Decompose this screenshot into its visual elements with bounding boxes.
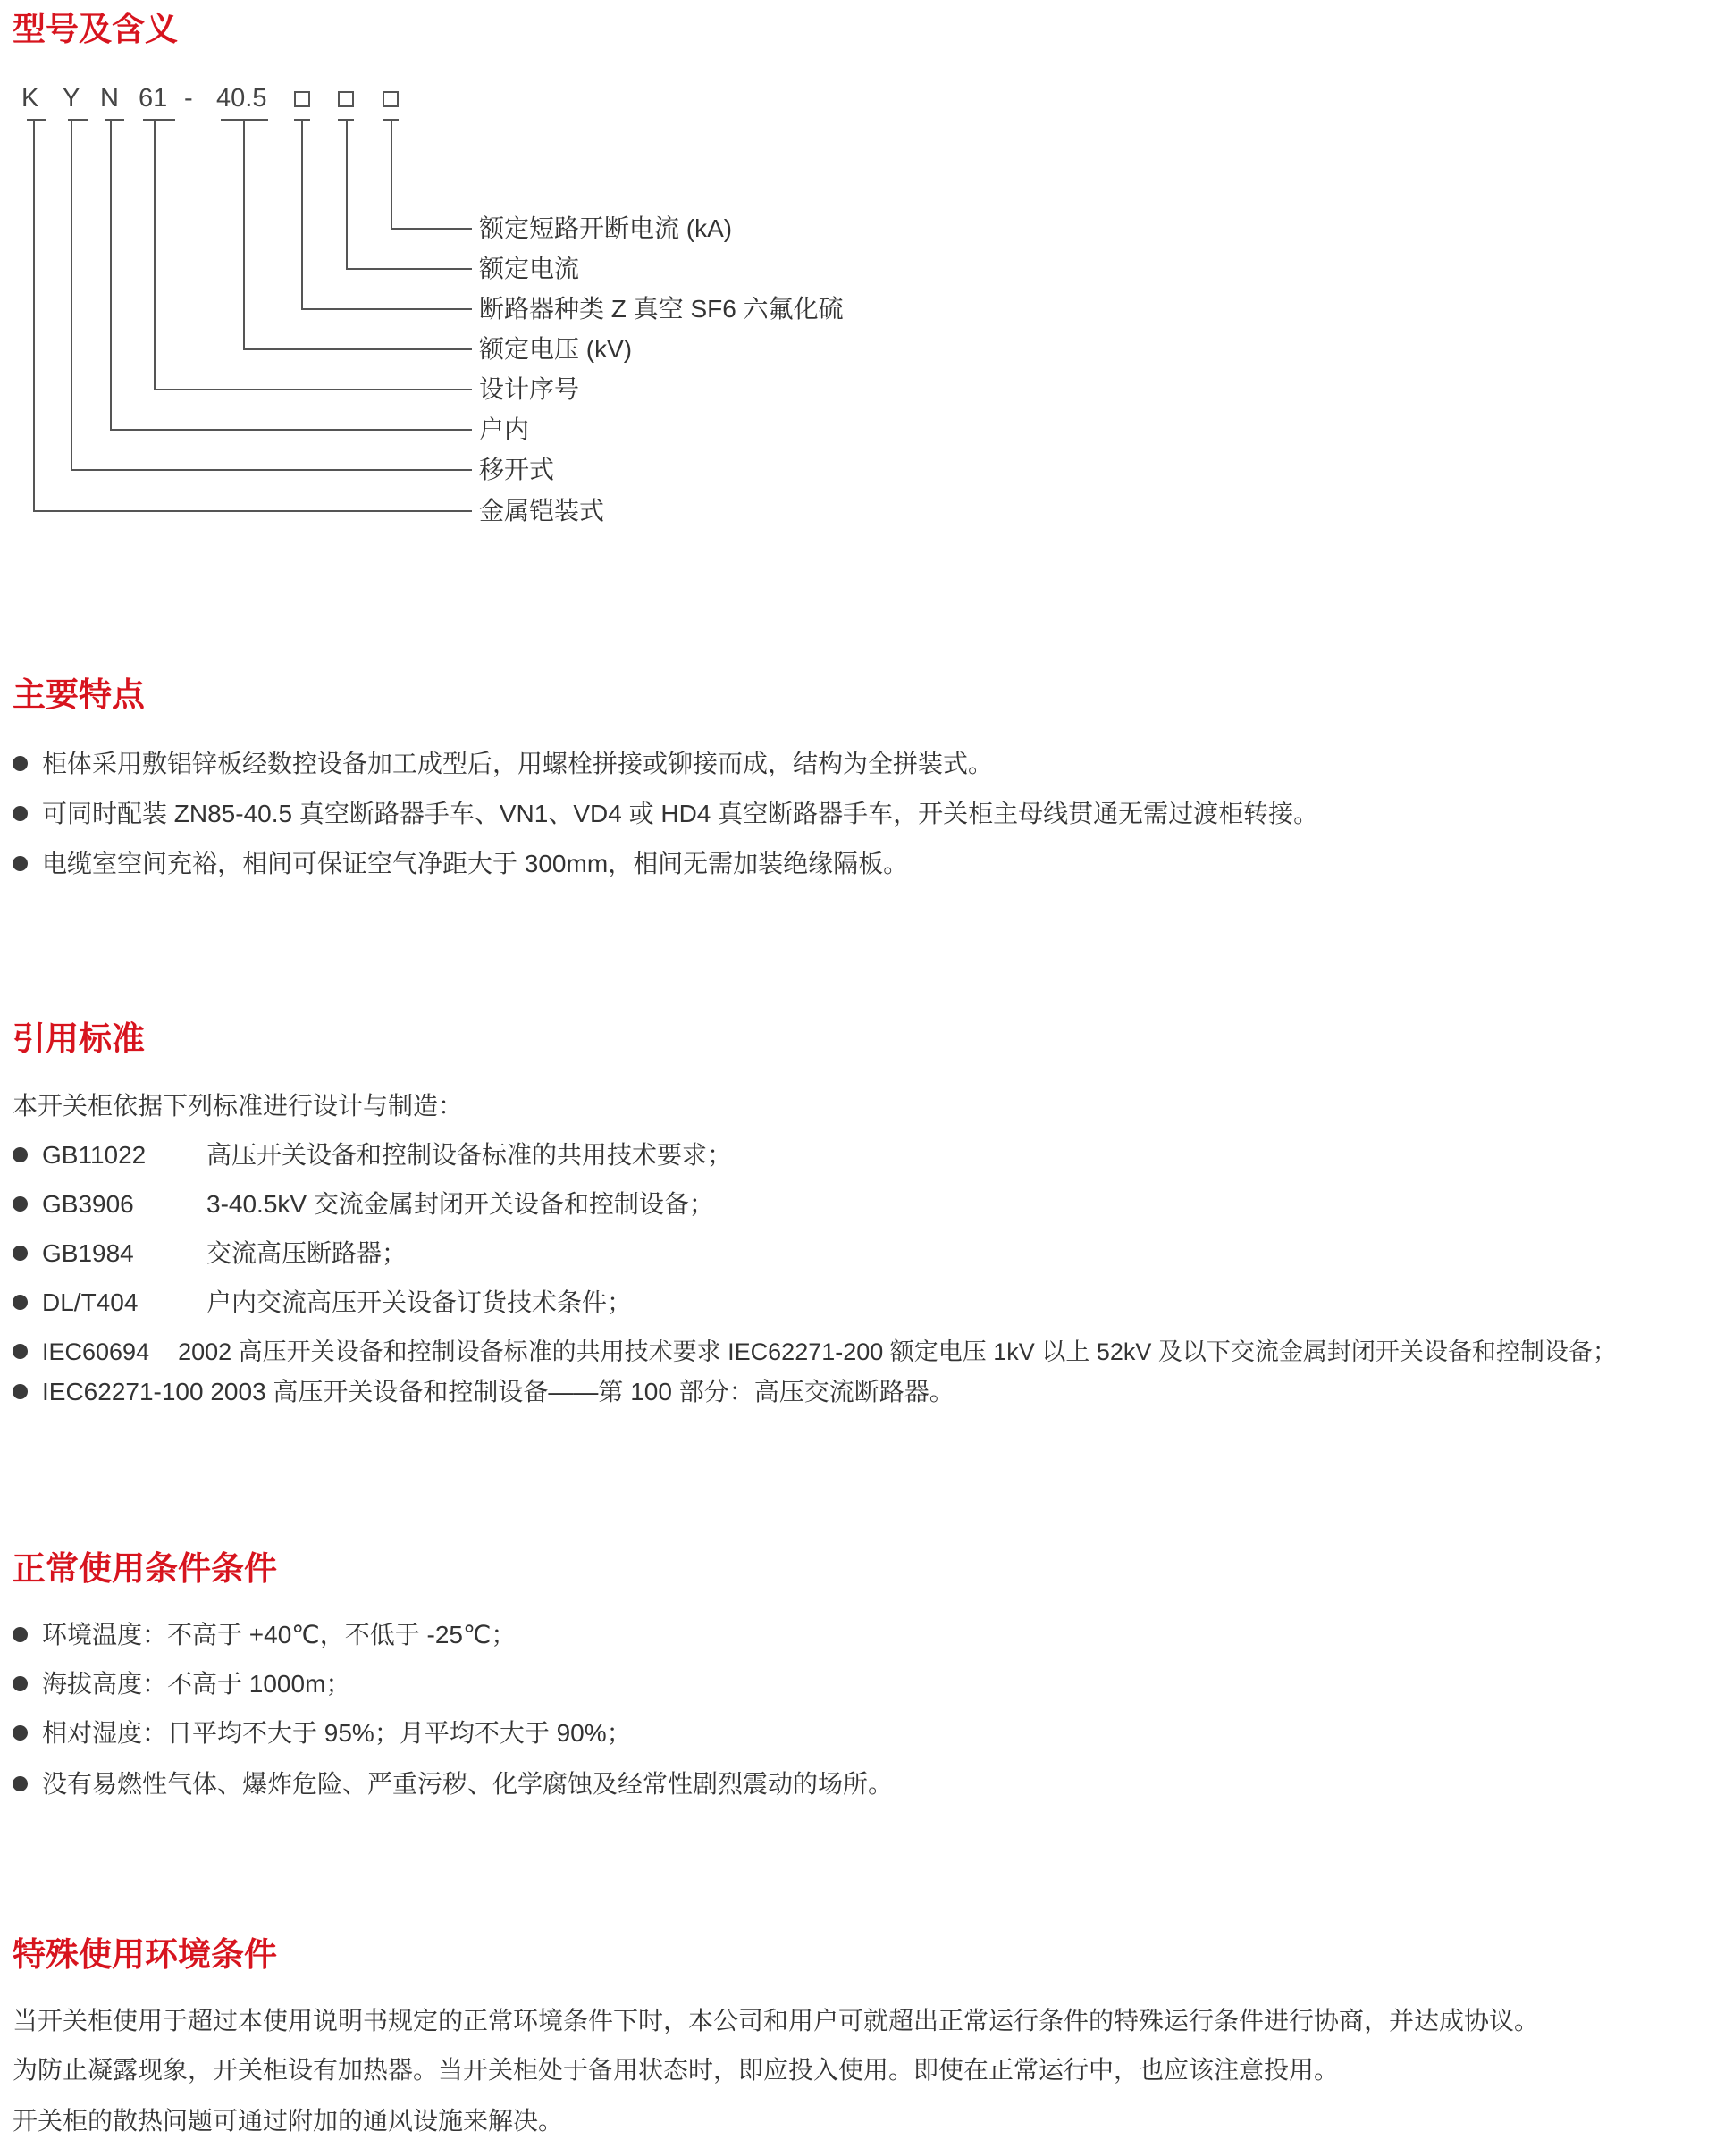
special-paragraph: 开关柜的散热问题可通过附加的通风设施来解决。 xyxy=(13,2107,564,2135)
standard-text: 2003 高压开关设备和控制设备——第 100 部分：高压交流断路器。 xyxy=(210,1378,955,1405)
condition-text: 相对湿度：日平均不大于 95%；月平均不大于 90%； xyxy=(42,1719,632,1747)
standard-code: GB3906 xyxy=(42,1190,134,1218)
model-label-rated-voltage: 额定电压 (kV) xyxy=(479,335,633,363)
model-label-rated-current: 额定电流 xyxy=(479,255,580,282)
model-label-indoor: 户内 xyxy=(479,415,530,443)
list-item xyxy=(13,1718,632,1749)
list-item xyxy=(13,1140,732,1170)
bullet-icon xyxy=(13,1246,28,1261)
list-item xyxy=(13,1238,407,1269)
code-letter-k: K xyxy=(21,84,39,113)
section-title-special-conditions: 特殊使用环境条件 xyxy=(13,1936,277,1973)
list-item xyxy=(13,749,993,779)
bullet-icon xyxy=(13,756,28,771)
section-title-standards: 引用标准 xyxy=(13,1020,145,1057)
condition-text: 海拔高度：不高于 1000m； xyxy=(42,1670,351,1698)
bullet-icon xyxy=(13,856,28,871)
standard-text: 2002 高压开关设备和控制设备标准的共用技术要求 IEC62271-200 额定电压 1kV 以上 52kV 及以下交流金属封闭开关设备和控制设备； xyxy=(178,1338,1617,1365)
section-title-model: 型号及含义 xyxy=(13,11,178,47)
code-letter-y: Y xyxy=(63,84,80,113)
condition-text: 没有易燃性气体、爆炸危险、严重污秽、化学腐蚀及经常性剧烈震动的场所。 xyxy=(42,1770,894,1798)
list-item xyxy=(13,849,908,879)
list-item xyxy=(13,1337,1617,1367)
condition-text: 环境温度：不高于 +40℃，不低于 -25℃； xyxy=(42,1621,517,1648)
standard-code: DL/T404 xyxy=(42,1288,139,1316)
standard-text: 3-40.5kV 交流金属封闭开关设备和控制设备； xyxy=(206,1190,714,1218)
standard-text: 高压开关设备和控制设备标准的共用技术要求； xyxy=(206,1141,733,1169)
standards-intro: 本开关柜依据下列标准进行设计与制造： xyxy=(13,1092,464,1120)
bullet-icon xyxy=(13,1344,28,1359)
standard-code: GB11022 xyxy=(42,1141,147,1169)
section-title-features: 主要特点 xyxy=(13,676,145,713)
standard-text: 户内交流高压开关设备订货技术条件； xyxy=(206,1288,633,1316)
bullet-icon xyxy=(13,1384,28,1399)
bullet-icon xyxy=(13,1196,28,1212)
standard-code: IEC60694 xyxy=(42,1338,150,1365)
model-label-metal-clad: 金属铠装式 xyxy=(479,497,605,524)
code-letter-n: N xyxy=(100,84,119,113)
feature-text: 可同时配装 ZN85-40.5 真空断路器手车、VN1、VD4 或 HD4 真空断路器手车，开关柜主母线贯通无需过渡柜转接。 xyxy=(42,800,1319,827)
model-label-breaking-current: 额定短路开断电流 (kA) xyxy=(479,214,733,242)
bullet-icon xyxy=(13,1295,28,1310)
code-seq: 61 xyxy=(139,84,168,113)
feature-text: 电缆室空间充裕，相间可保证空气净距大于 300mm，相间无需加装绝缘隔板。 xyxy=(42,850,909,877)
bullet-icon xyxy=(13,1776,28,1791)
model-label-design-seq: 设计序号 xyxy=(479,375,580,403)
list-item xyxy=(13,1620,516,1650)
list-item xyxy=(13,1288,632,1318)
bullet-icon xyxy=(13,1725,28,1741)
feature-text: 柜体采用敷铝锌板经数控设备加工成型后，用螺栓拼接或铆接而成，结构为全拼装式。 xyxy=(42,750,994,777)
code-dash: - xyxy=(184,84,193,113)
special-paragraph: 为防止凝露现象，开关柜设有加热器。当开关柜处于备用状态时，即应投入使用。即使在正常运行中，也应该注意投用。 xyxy=(13,2056,1340,2084)
standard-text: 交流高压断路器； xyxy=(206,1239,408,1267)
list-item xyxy=(13,1669,350,1699)
section-title-normal-conditions: 正常使用条件条件 xyxy=(13,1550,277,1587)
bullet-icon xyxy=(13,1627,28,1642)
model-label-breaker-type: 断路器种类 Z 真空 SF6 六氟化硫 xyxy=(479,295,844,323)
model-label-withdrawable: 移开式 xyxy=(479,456,555,483)
bullet-icon xyxy=(13,1147,28,1162)
list-item xyxy=(13,1189,714,1220)
special-paragraph: 当开关柜使用于超过本使用说明书规定的正常环境条件下时，本公司和用户可就超出正常运行条件的特殊运行条件进行协商，并达成协议。 xyxy=(13,2007,1540,2034)
list-item xyxy=(13,799,1318,829)
standard-code: IEC62271-100 xyxy=(42,1378,204,1405)
code-voltage: 40.5 xyxy=(216,84,267,113)
standard-code: GB1984 xyxy=(42,1239,134,1267)
bullet-icon xyxy=(13,806,28,821)
model-diagram-lines xyxy=(0,0,483,536)
list-item xyxy=(13,1769,893,1799)
bullet-icon xyxy=(13,1676,28,1691)
list-item xyxy=(13,1377,955,1407)
